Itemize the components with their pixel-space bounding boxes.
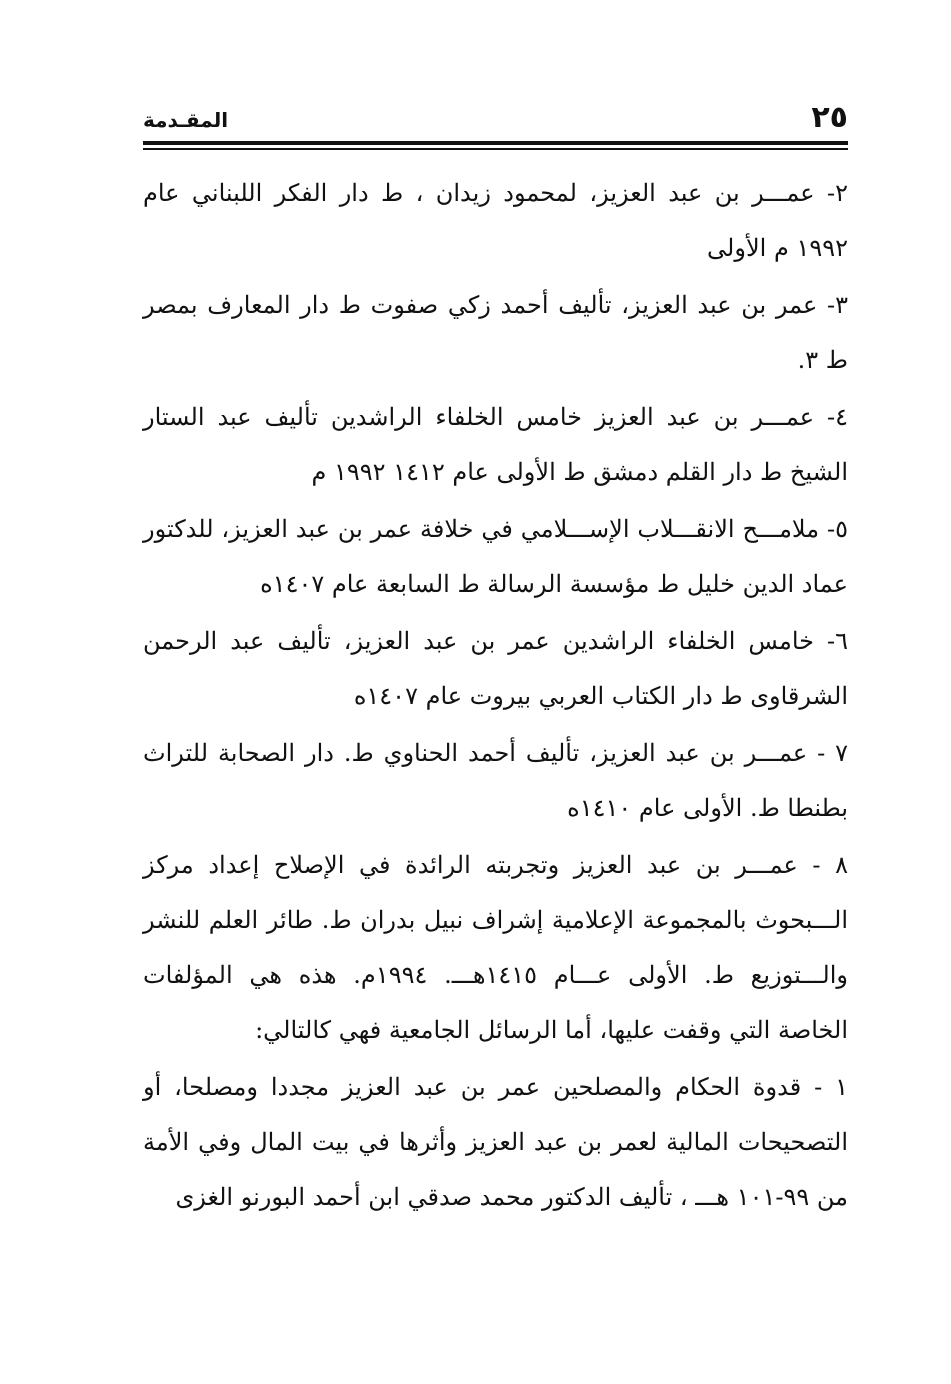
page-header <box>143 98 848 138</box>
bibliography-list <box>143 166 848 1227</box>
bibliography-entry-5: ٥- ملامـــح الانقـــلاب الإســـلامي في خلافة عمر بن عبد العزيز، للدكتور عماد الدين خليل ط مؤسسة الرسالة ط السابعة عام ١٤٠٧ه <box>143 515 848 598</box>
thesis-entry-1: ١ - قدوة الحكام والمصلحين عمر بن عبد العزيز مجددا ومصلحا، أو التصحيحات المالية لعمر بن عبد العزيز وأثرها في بيت المال وفي الأمة من ٩٩-١٠١ هـــ ، تأليف الدكتور محمد صدقي ابن أحمد البورنو الغزى <box>143 1073 848 1211</box>
bibliography-entry-2: ٢- عمـــر بن عبد العزيز، لمحمود زيدان ، ط دار الفكر اللبناني عام ١٩٩٢ م الأولى <box>143 179 848 262</box>
header-rule-thick <box>143 141 848 145</box>
bibliography-entry-7: ٧ - عمـــر بن عبد العزيز، تأليف أحمد الحناوي ط. دار الصحابة للتراث بطنطا ط. الأولى عام ١٤١٠ه <box>143 739 848 822</box>
bibliography-entry-4: ٤- عمـــر بن عبد العزيز خامس الخلفاء الراشدين تأليف عبد الستار الشيخ ط دار القلم دمشق ط الأولى عام ١٤١٢ ١٩٩٢ م <box>143 403 848 486</box>
bibliography-entry-8: ٨ - عمـــر بن عبد العزيز وتجربته الرائدة في الإصلاح إعداد مركز الـــبحوث بالمجموعة الإعلامية إشراف نبيل بدران ط. طائر العلم للنشر والـــتوزيع ط. الأولى عـــام ١٤١٥هـــ. ١٩٩٤م. هذه هي المؤلفات الخاصة التي وقفت عليها، أما الرسائل الجامعية فهي كالتالي: <box>143 851 848 1044</box>
bibliography-entry-3: ٣- عمر بن عبد العزيز، تأليف أحمد زكي صفوت ط دار المعارف بمصر ط ٣. <box>143 291 848 374</box>
page-number: ٢٥ <box>811 100 848 135</box>
chapter-title: المقـدمة <box>143 108 229 132</box>
bibliography-entry-6: ٦- خامس الخلفاء الراشدين عمر بن عبد العزيز، تأليف عبد الرحمن الشرقاوى ط دار الكتاب العربي بيروت عام ١٤٠٧ه <box>143 627 848 710</box>
header-rule-thin <box>143 148 848 150</box>
